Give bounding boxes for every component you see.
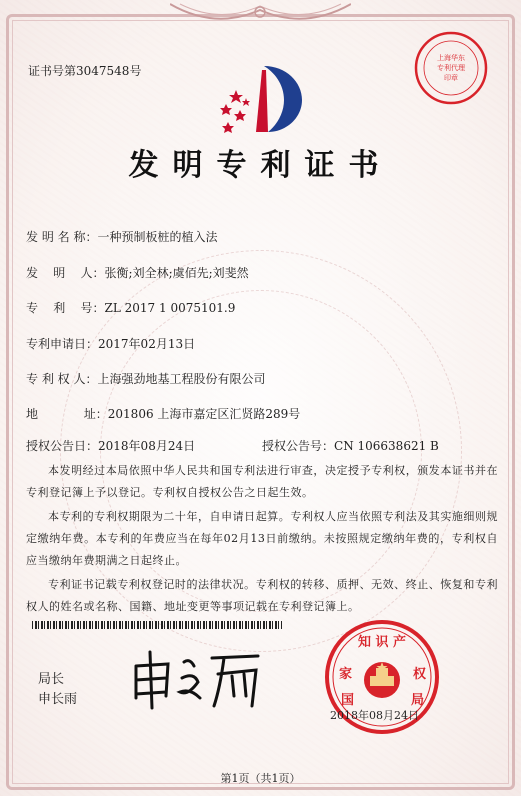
patent-office-logo-icon xyxy=(216,62,306,134)
svg-text:局: 局 xyxy=(411,693,425,708)
inventor-value: 张衡;刘全林;虞佰先;刘斐然 xyxy=(104,266,249,280)
inventor-label: 发 明 人： xyxy=(26,266,105,280)
agency-seal-small xyxy=(413,30,489,106)
patent-number-value: ZL 2017 1 0075101.9 xyxy=(104,301,236,315)
patentee-row xyxy=(26,370,265,387)
filing-date-value: 2017年02月13日 xyxy=(98,337,196,351)
filing-date-label: 专利申请日： xyxy=(26,337,99,351)
certificate-title: 发明专利证书 xyxy=(128,148,393,183)
svg-text:国: 国 xyxy=(341,693,355,708)
svg-text:上海华东: 上海华东 xyxy=(437,54,465,62)
svg-text:家: 家 xyxy=(339,667,353,682)
paragraph-grant-notice: 本发明经过本局依照中华人民共和国专利法进行审查，决定授予专利权，颁发本证书并在专利登记簿上予以登记。专利权自授权公告之日起生效。 xyxy=(26,464,498,499)
svg-text:知 识 产: 知 识 产 xyxy=(357,635,407,650)
grant-date-value: 2018年08月24日 xyxy=(98,439,196,453)
invention-name-label: 发 明 名 称： xyxy=(26,230,98,244)
grant-date-label: 授权公告日： xyxy=(26,439,99,453)
patentee-value: 上海强劲地基工程股份有限公司 xyxy=(97,372,266,386)
inventor-row xyxy=(26,264,249,281)
invention-name-value: 一种预制板桩的植入法 xyxy=(97,230,218,244)
svg-text:专利代理: 专利代理 xyxy=(437,64,465,72)
paragraph-legal-status: 专利证书记载专利权登记时的法律状况。专利权的转移、质押、无效、终止、恢复和专利权人的姓名或名称、国籍、地址变更等事项记载在专利登记簿上。 xyxy=(26,578,498,613)
grant-date-row xyxy=(26,437,195,454)
invention-name-row xyxy=(26,228,217,245)
page-footer: 第1页（共1页） xyxy=(220,772,301,785)
patentee-label: 专 利 权 人： xyxy=(26,372,98,386)
svg-text:印章: 印章 xyxy=(444,74,458,82)
paragraph-term-notice: 本专利的专利权期限为二十年，自申请日起算。专利权人应当依照专利法及其实施细则规定缴纳年费。本专利的年费应当在每年02月13日前缴纳。未按照规定缴纳年费的，专利权自应当缴纳年费期满之日起终止。 xyxy=(26,510,498,567)
director-name: 申长雨 xyxy=(38,692,78,707)
certificate-number: 证书号第3047548号 xyxy=(28,64,142,78)
filing-date-row xyxy=(26,335,195,352)
seal-date: 2018年08月24日 xyxy=(330,709,419,722)
address-label: 地 址： xyxy=(26,407,108,421)
address-value: 201806 上海市嘉定区汇贤路289号 xyxy=(107,407,301,421)
director-title: 局长 xyxy=(38,672,65,687)
grant-number-row xyxy=(262,437,439,454)
top-ornament xyxy=(170,0,351,32)
barcode xyxy=(32,621,282,629)
grant-number-value: CN 106638621 B xyxy=(334,439,439,453)
patent-number-label: 专 利 号： xyxy=(26,301,105,315)
grant-number-label: 授权公告号： xyxy=(262,439,335,453)
svg-text:权: 权 xyxy=(413,667,427,682)
address-row xyxy=(26,405,300,422)
patent-number-row xyxy=(26,299,235,316)
director-signature xyxy=(128,648,268,710)
